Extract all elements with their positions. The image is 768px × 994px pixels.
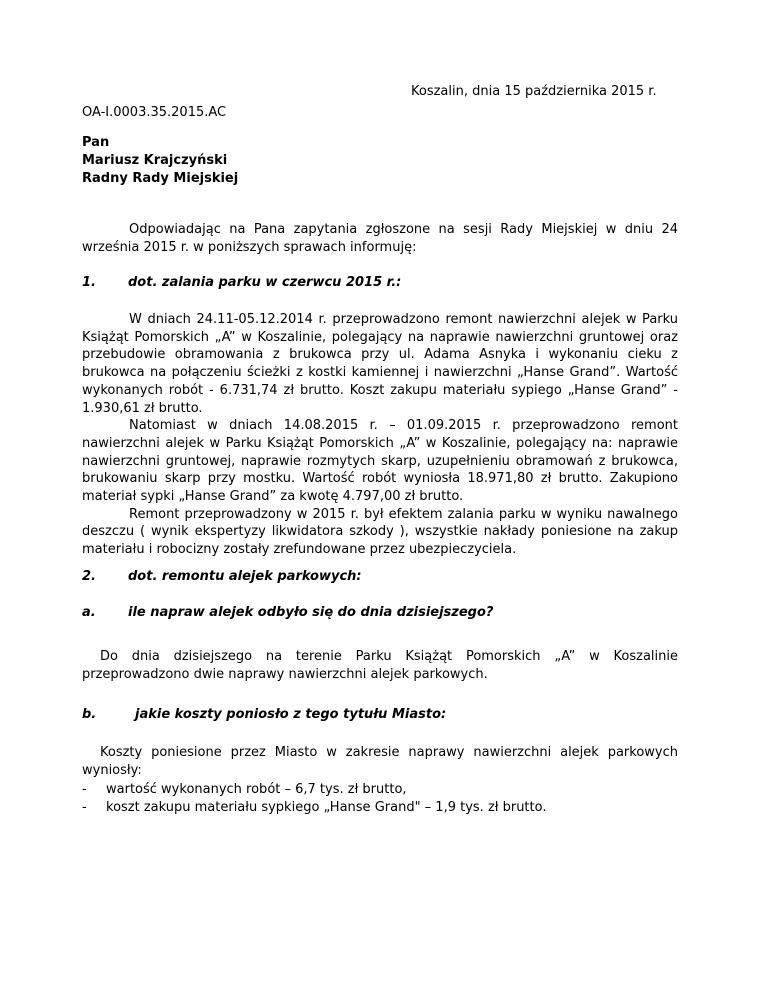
section-1-title: dot. zalania parku w czerwcu 2015 r.: (128, 275, 402, 290)
section-2b-number: b. (82, 707, 97, 722)
section-1-paragraph: Natomiast w dniach 14.08.2015 r. – 01.09.2015 r. przeprowadzono remont nawierzchni alejek w Parku Książąt Pomorskich „A” w Koszalinie, polegający na: naprawie nawierzchni gruntowej, naprawie rozmytych skarp, uzupełnieniu obramowań z brukowca, brukowaniu skarp przy mostku. Wartość robót wyniosła 18.971,80 zł brutto. Zakupiono materiał sypki „Hanse Grand” za kwotę 4.797,00 zł brutto. (82, 418, 678, 505)
list-item (82, 799, 546, 817)
intro-paragraph (82, 221, 678, 256)
section-1-body (82, 311, 678, 559)
recipient-name: Mariusz Krajczyński (82, 153, 228, 168)
list-dash: - (82, 782, 87, 797)
reference-number: OA-I.0003.35.2015.AC (82, 105, 227, 120)
list-item-text: wartość wykonanych robót – 6,7 tys. zł brutto, (106, 782, 407, 797)
recipient-title: Radny Rady Miejskiej (82, 171, 239, 186)
list-dash: - (82, 800, 87, 815)
intro-text: Odpowiadając na Pana zapytania zgłoszone na sesji Rady Miejskiej w dniu 24 września 2015 r. w poniższych sprawach informuję: (82, 222, 678, 255)
list-item-text: koszt zakupu materiału sypkiego „Hanse Grand" – 1,9 tys. zł brutto. (106, 800, 547, 815)
section-1-paragraph: W dniach 24.11-05.12.2014 r. przeprowadzono remont nawierzchni alejek w Parku Książąt Pomorskich „A” w Koszalinie, polegający na naprawie nawierzchni gruntowej oraz przebudowie obramowania z brukowca przy ul. Adama Asnyka i wykonaniu cieku z brukowca na połączeniu ścieżki z kostki kamiennej i nawierzchni „Hanse Grand”. Wartość wykonanych robót - 6.731,74 zł brutto. Koszt zakupu materiału sypiego „Hanse Grand” - 1.930,61 zł brutto. (82, 312, 678, 416)
section-2a-body (82, 648, 678, 683)
list-item (82, 781, 407, 799)
section-1-paragraph: Remont przeprowadzony w 2015 r. był efektem zalania parku w wyniku nawalnego deszczu ( wynik ekspertyzy likwidatora szkody ), wszystkie nakłady poniesione na zakup materiału i robocizny zostały zrefundowane przez ubezpieczyciela. (82, 506, 678, 558)
section-1-number: 1. (82, 275, 96, 290)
section-2a-text: Do dnia dzisiejszego na terenie Parku Książąt Pomorskich „A” w Koszalinie przeprowadzono dwie naprawy nawierzchni alejek parkowych. (82, 649, 678, 682)
section-2b-title: jakie koszty poniosło z tego tytułu Miasto: (135, 707, 447, 722)
section-2-title: dot. remontu alejek parkowych: (128, 569, 362, 584)
section-2a-number: a. (82, 605, 96, 620)
section-2b-body (82, 744, 678, 779)
section-2b-text: Koszty poniesione przez Miasto w zakresie naprawy nawierzchni alejek parkowych wyniosły: (82, 745, 678, 778)
recipient-line-1: Pan (82, 135, 110, 150)
section-2a-title: ile napraw alejek odbyło się do dnia dzisiejszego? (128, 605, 494, 620)
place-date: Koszalin, dnia 15 października 2015 r. (411, 84, 657, 99)
section-2-number: 2. (82, 569, 96, 584)
